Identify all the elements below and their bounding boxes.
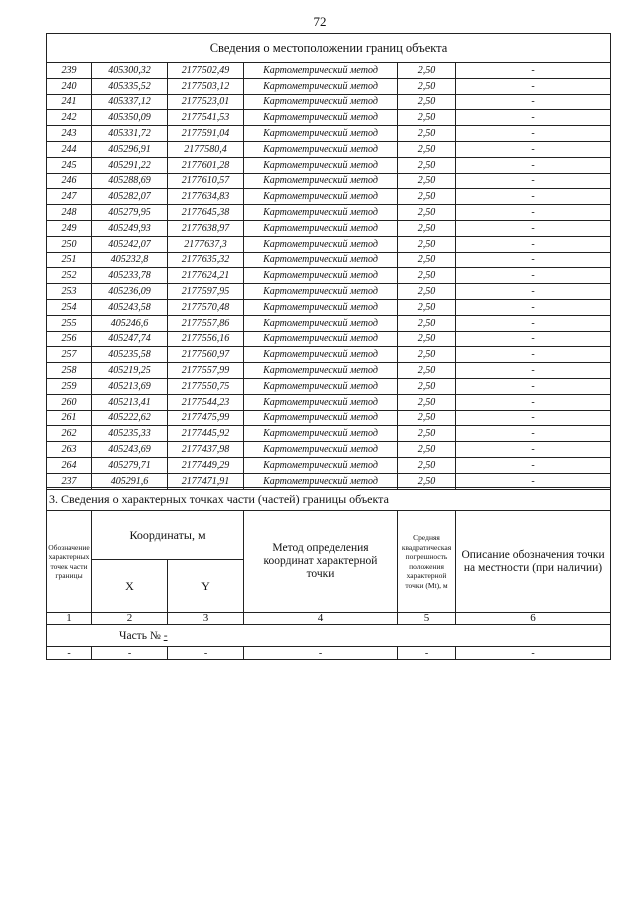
table-cell: 405288,69 — [92, 173, 168, 189]
table-cell: 405249,93 — [92, 220, 168, 236]
table-row — [47, 284, 611, 300]
table-cell: - — [456, 363, 611, 379]
table-cell: Картометрический метод — [244, 299, 398, 315]
table-cell: 246 — [47, 173, 92, 189]
table-cell: Картометрический метод — [244, 410, 398, 426]
table-cell: - — [92, 647, 168, 660]
table-cell: 241 — [47, 94, 92, 110]
header-point-designation: Обозначение характерных точек части границы — [47, 511, 92, 613]
part-boundary-points-table — [46, 487, 611, 660]
table-cell: 257 — [47, 347, 92, 363]
table-row — [47, 331, 611, 347]
column-number: 6 — [456, 613, 611, 625]
part-label: Часть № — [119, 629, 164, 642]
table-cell: - — [456, 647, 611, 660]
table-cell: 2,50 — [398, 410, 456, 426]
table-cell: - — [456, 457, 611, 473]
table-cell: 405335,52 — [92, 78, 168, 94]
table-cell: 256 — [47, 331, 92, 347]
table-cell: Картометрический метод — [244, 347, 398, 363]
column-number: 3 — [168, 613, 244, 625]
table-cell: 2,50 — [398, 220, 456, 236]
header-description: Описание обозначения точки на местности (при наличии) — [456, 511, 611, 613]
table-row — [47, 378, 611, 394]
table-cell: 2,50 — [398, 173, 456, 189]
header-method: Метод определения координат характерной точки — [244, 511, 398, 613]
table-cell: 2177597,95 — [168, 284, 244, 300]
table-row — [47, 252, 611, 268]
table-row — [47, 63, 611, 79]
table-cell: 2,50 — [398, 236, 456, 252]
table-cell: 252 — [47, 268, 92, 284]
table-cell: 247 — [47, 189, 92, 205]
table-cell: 2,50 — [398, 126, 456, 142]
table-cell: 2177637,3 — [168, 236, 244, 252]
table-cell: 405291,22 — [92, 157, 168, 173]
table-cell: - — [456, 347, 611, 363]
table-cell: - — [456, 236, 611, 252]
table-cell: 2177449,29 — [168, 457, 244, 473]
table-cell: - — [456, 426, 611, 442]
table-cell: 2,50 — [398, 394, 456, 410]
table-cell: 2,50 — [398, 63, 456, 79]
table-cell: - — [456, 205, 611, 221]
table-cell: 2,50 — [398, 347, 456, 363]
table-row — [47, 126, 611, 142]
table-cell: Картометрический метод — [244, 63, 398, 79]
table-cell: 2177634,83 — [168, 189, 244, 205]
table-row — [47, 315, 611, 331]
table-cell: 405337,12 — [92, 94, 168, 110]
table-cell: 2177544,23 — [168, 394, 244, 410]
table-cell: - — [456, 378, 611, 394]
table-cell: Картометрический метод — [244, 236, 398, 252]
table-cell: 2177523,01 — [168, 94, 244, 110]
table-title: Сведения о местоположении границ объекта — [47, 34, 611, 63]
table-cell: 405219,25 — [92, 363, 168, 379]
table-cell: - — [456, 315, 611, 331]
table-cell: - — [456, 157, 611, 173]
table-row — [47, 94, 611, 110]
table-cell: 2,50 — [398, 157, 456, 173]
table-cell: 243 — [47, 126, 92, 142]
table-cell: 264 — [47, 457, 92, 473]
table-cell: Картометрический метод — [244, 331, 398, 347]
section-heading: 3. Сведения о характерных точках части (частей) границы объекта — [47, 488, 611, 511]
part-number-row — [47, 625, 611, 647]
table-cell: Картометрический метод — [244, 473, 398, 489]
column-number: 4 — [244, 613, 398, 625]
table-cell: 2,50 — [398, 315, 456, 331]
table-cell: - — [398, 647, 456, 660]
table-cell: 2177557,86 — [168, 315, 244, 331]
table-cell: - — [456, 473, 611, 489]
table-cell: - — [456, 78, 611, 94]
table-cell: Картометрический метод — [244, 442, 398, 458]
table-cell: 405233,78 — [92, 268, 168, 284]
table-cell: 259 — [47, 378, 92, 394]
table-cell: - — [456, 252, 611, 268]
table-cell: 2,50 — [398, 299, 456, 315]
table-cell: - — [456, 299, 611, 315]
table-cell: 2177556,16 — [168, 331, 244, 347]
table-cell: Картометрический метод — [244, 94, 398, 110]
table-cell: 405235,58 — [92, 347, 168, 363]
table-row — [47, 410, 611, 426]
table-cell: 2,50 — [398, 94, 456, 110]
header-y: Y — [168, 560, 244, 613]
column-numbers-row — [47, 613, 611, 625]
table-cell: 405213,41 — [92, 394, 168, 410]
table-cell: 263 — [47, 442, 92, 458]
table-cell: 405300,32 — [92, 63, 168, 79]
table-cell: 248 — [47, 205, 92, 221]
table-cell: 2,50 — [398, 457, 456, 473]
table-cell: - — [456, 284, 611, 300]
column-number: 5 — [398, 613, 456, 625]
table-cell: 244 — [47, 141, 92, 157]
table-cell: 254 — [47, 299, 92, 315]
table-cell: Картометрический метод — [244, 205, 398, 221]
table-cell: Картометрический метод — [244, 189, 398, 205]
table-cell: 237 — [47, 473, 92, 489]
table-cell: 258 — [47, 363, 92, 379]
table-cell: - — [168, 647, 244, 660]
table-cell: 2177502,49 — [168, 63, 244, 79]
table-cell: 2,50 — [398, 426, 456, 442]
table-cell: 2,50 — [398, 141, 456, 157]
table-cell: Картометрический метод — [244, 220, 398, 236]
table-cell: - — [456, 173, 611, 189]
table-cell: 405296,91 — [92, 141, 168, 157]
table-row — [47, 457, 611, 473]
table-cell: 2177550,75 — [168, 378, 244, 394]
table-row — [47, 110, 611, 126]
table-cell: 2177610,57 — [168, 173, 244, 189]
table-cell: Картометрический метод — [244, 78, 398, 94]
table-cell: - — [456, 331, 611, 347]
table-cell: 253 — [47, 284, 92, 300]
table-row — [47, 363, 611, 379]
table-cell: - — [456, 220, 611, 236]
table-cell: 405243,58 — [92, 299, 168, 315]
table-cell: 2177560,97 — [168, 347, 244, 363]
boundary-points-table — [46, 33, 611, 490]
header-coordinates: Координаты, м — [92, 511, 244, 560]
header-x: X — [92, 560, 168, 613]
table-cell: Картометрический метод — [244, 157, 398, 173]
table-cell: Картометрический метод — [244, 363, 398, 379]
table-cell: 2,50 — [398, 284, 456, 300]
table-cell: - — [456, 442, 611, 458]
table-row — [47, 394, 611, 410]
table-cell: 2177580,4 — [168, 141, 244, 157]
table-cell: - — [47, 647, 92, 660]
empty-data-row — [47, 647, 611, 660]
table-cell: 245 — [47, 157, 92, 173]
table-cell: Картометрический метод — [244, 268, 398, 284]
column-number: 2 — [92, 613, 168, 625]
table-cell: 2177570,48 — [168, 299, 244, 315]
table-cell: Картометрический метод — [244, 457, 398, 473]
table-cell: 405291,6 — [92, 473, 168, 489]
table-cell: 2,50 — [398, 252, 456, 268]
table-row — [47, 141, 611, 157]
table-cell: 405331,72 — [92, 126, 168, 142]
table-cell: Картометрический метод — [244, 378, 398, 394]
table-cell: - — [456, 394, 611, 410]
table-row — [47, 205, 611, 221]
table-cell: 2,50 — [398, 473, 456, 489]
table-cell: - — [456, 63, 611, 79]
boundary-points-body — [47, 63, 611, 490]
table-cell: - — [244, 647, 398, 660]
table-row — [47, 236, 611, 252]
table-row — [47, 426, 611, 442]
header-accuracy: Средняя квадратическая погрешность положения характерной точки (Мt), м — [398, 511, 456, 613]
table-cell: 2177635,32 — [168, 252, 244, 268]
table-row — [47, 299, 611, 315]
table-cell: 405243,69 — [92, 442, 168, 458]
table-cell: 405350,09 — [92, 110, 168, 126]
table-cell: - — [456, 189, 611, 205]
table-cell: 262 — [47, 426, 92, 442]
table-row — [47, 442, 611, 458]
part-value: - — [163, 629, 168, 642]
table-row — [47, 173, 611, 189]
table-cell: 405247,74 — [92, 331, 168, 347]
table-cell: - — [456, 110, 611, 126]
table-cell: Картометрический метод — [244, 284, 398, 300]
table-cell: - — [456, 268, 611, 284]
table-row — [47, 268, 611, 284]
table-row — [47, 347, 611, 363]
table-cell: 2,50 — [398, 363, 456, 379]
table-cell: 250 — [47, 236, 92, 252]
table-row — [47, 220, 611, 236]
table-cell: 2177624,21 — [168, 268, 244, 284]
table-cell: 2177445,92 — [168, 426, 244, 442]
table-cell: 2177601,28 — [168, 157, 244, 173]
page-number: 72 — [313, 14, 327, 29]
table-cell: 2,50 — [398, 442, 456, 458]
table-cell: Картометрический метод — [244, 110, 398, 126]
table-cell: Картометрический метод — [244, 252, 398, 268]
table-cell: 2,50 — [398, 378, 456, 394]
table-cell: Картометрический метод — [244, 126, 398, 142]
table-cell: 2,50 — [398, 331, 456, 347]
table-cell: 405222,62 — [92, 410, 168, 426]
table-cell: 2,50 — [398, 205, 456, 221]
table-cell: 240 — [47, 78, 92, 94]
table-cell: - — [456, 94, 611, 110]
table-row — [47, 157, 611, 173]
table-cell: - — [456, 410, 611, 426]
table-cell: 2177437,98 — [168, 442, 244, 458]
table-cell: 2177638,97 — [168, 220, 244, 236]
table-cell: 405235,33 — [92, 426, 168, 442]
table-cell: 2177541,53 — [168, 110, 244, 126]
table-row — [47, 78, 611, 94]
table-cell: Картометрический метод — [244, 426, 398, 442]
table-cell: 405279,95 — [92, 205, 168, 221]
table-cell: 2177645,38 — [168, 205, 244, 221]
table-cell: Картометрический метод — [244, 394, 398, 410]
table-cell: 405279,71 — [92, 457, 168, 473]
column-number: 1 — [47, 613, 92, 625]
table-cell: 405232,8 — [92, 252, 168, 268]
table-cell: 405246,6 — [92, 315, 168, 331]
table-cell: 251 — [47, 252, 92, 268]
table-cell: 2177557,99 — [168, 363, 244, 379]
table-cell: 2177475,99 — [168, 410, 244, 426]
table-cell: 242 — [47, 110, 92, 126]
table-cell: 405282,07 — [92, 189, 168, 205]
table-cell: 239 — [47, 63, 92, 79]
table-cell: 261 — [47, 410, 92, 426]
table-cell: 2,50 — [398, 189, 456, 205]
table-cell: 2177471,91 — [168, 473, 244, 489]
table-cell: Картометрический метод — [244, 141, 398, 157]
table-cell: 255 — [47, 315, 92, 331]
table-cell: 249 — [47, 220, 92, 236]
table-cell: - — [456, 126, 611, 142]
table-cell: 2,50 — [398, 78, 456, 94]
table-cell: - — [456, 141, 611, 157]
table-cell: 2177503,12 — [168, 78, 244, 94]
table-cell: 405236,09 — [92, 284, 168, 300]
table-cell: 405213,69 — [92, 378, 168, 394]
table-cell: Картометрический метод — [244, 173, 398, 189]
table-cell: 260 — [47, 394, 92, 410]
table-cell: 405242,07 — [92, 236, 168, 252]
table-cell: 2,50 — [398, 110, 456, 126]
table-cell: Картометрический метод — [244, 315, 398, 331]
table-row — [47, 189, 611, 205]
table-cell: 2,50 — [398, 268, 456, 284]
table-cell: 2177591,04 — [168, 126, 244, 142]
